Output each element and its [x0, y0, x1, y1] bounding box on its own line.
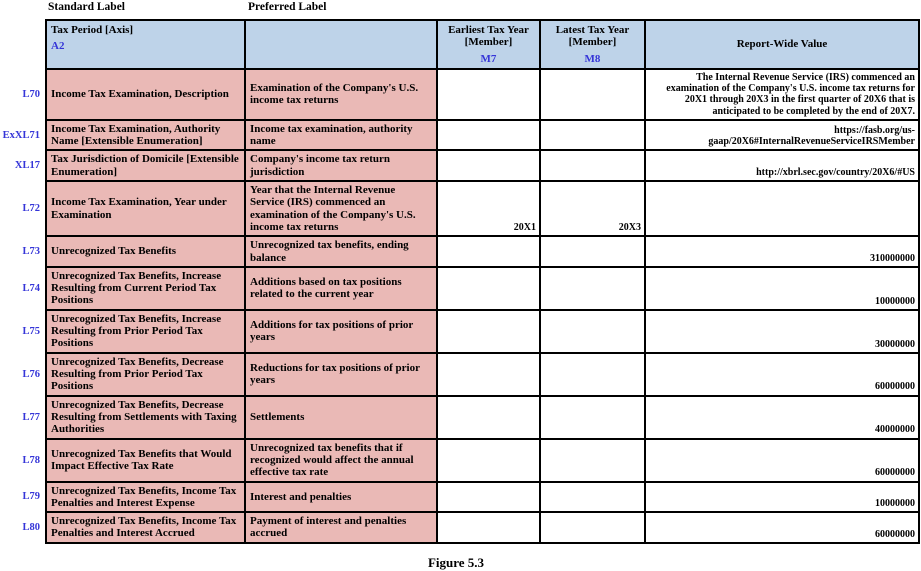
report-wide-value-cell: 40000000	[645, 396, 920, 439]
row-id: L76	[22, 368, 40, 380]
standard-label-cell: Unrecognized Tax Benefits that Would Impact Effective Tax Rate	[45, 439, 245, 482]
standard-label-cell: Unrecognized Tax Benefits	[45, 236, 245, 267]
earliest-tax-year-cell	[437, 396, 540, 439]
row-id: L70	[22, 88, 40, 100]
report-wide-value-cell: http://xbrl.sec.gov/country/20X6/#US	[645, 150, 920, 181]
latest-tax-year-cell	[540, 150, 645, 181]
standard-label-cell: Unrecognized Tax Benefits, Increase Resulting from Current Period Tax Positions	[45, 267, 245, 310]
standard-label-cell: Income Tax Examination, Description	[45, 69, 245, 120]
latest-tax-year-cell	[540, 353, 645, 396]
preferred-label-cell: Examination of the Company's U.S. income tax returns	[245, 69, 437, 120]
latest-tax-year-cell	[540, 69, 645, 120]
standard-label-cell: Unrecognized Tax Benefits, Decrease Resulting from Settlements with Taxing Authorities	[45, 396, 245, 439]
report-wide-value-cell: 10000000	[645, 482, 920, 513]
latest-tax-year-cell	[540, 482, 645, 513]
table-row	[0, 120, 920, 151]
axis-label: Tax Period [Axis]	[51, 24, 134, 36]
report-wide-value-cell: 310000000	[645, 236, 920, 267]
latest-tax-year-cell: 20X3	[540, 181, 645, 236]
row-id: L77	[22, 411, 40, 423]
earliest-tax-year-cell	[437, 310, 540, 353]
preferred-label-cell: Reductions for tax positions of prior years	[245, 353, 437, 396]
table-row	[0, 482, 920, 513]
row-id: L73	[22, 246, 40, 257]
report-wide-value-cell: 10000000	[645, 267, 920, 310]
preferred-label-cell: Additions based on tax positions related to the current year	[245, 267, 437, 310]
earliest-tax-year-header	[437, 19, 540, 69]
column-captions	[0, 0, 921, 19]
table-row	[0, 353, 920, 396]
report-wide-value-cell: https://fasb.org/us-gaap/20X6#InternalRevenueServiceIRSMember	[645, 120, 920, 151]
standard-label-cell: Unrecognized Tax Benefits, Income Tax Penalties and Interest Accrued	[45, 512, 245, 544]
report-wide-value-cell: The Internal Revenue Service (IRS) commenced an examination of the Company's U.S. income tax returns for 20X1 through 20X3 in the first quarter of 20X6 that is anticipated to be completed by the end of 20X7.	[645, 69, 920, 120]
latest-tax-year-label: Latest Tax Year [Member]	[555, 24, 630, 49]
row-id: ExXL71	[2, 129, 40, 141]
latest-tax-year-header	[540, 19, 645, 69]
table-row	[0, 439, 920, 482]
row-id: L80	[22, 522, 40, 534]
preferred-label-cell: Income tax examination, authority name	[245, 120, 437, 151]
preferred-label-cell: Interest and penalties	[245, 482, 437, 513]
preferred-label-cell: Unrecognized tax benefits, ending balance	[245, 236, 437, 267]
standard-label-cell: Income Tax Examination, Year under Examination	[45, 181, 245, 236]
row-id: L72	[22, 203, 40, 215]
preferred-header-cell	[245, 19, 437, 69]
preferred-label-cell: Year that the Internal Revenue Service (IRS) commenced an examination of the Company's U.S. income tax returns	[245, 181, 437, 236]
row-id: L74	[22, 282, 40, 294]
latest-tax-year-cell	[540, 236, 645, 267]
table-row	[0, 396, 920, 439]
table-row	[0, 267, 920, 310]
standard-label-cell: Income Tax Examination, Authority Name [Extensible Enumeration]	[45, 120, 245, 151]
figure-caption: Figure 5.3	[427, 554, 485, 570]
row-id: L75	[22, 325, 40, 337]
latest-tax-year-cell	[540, 267, 645, 310]
table-row	[0, 181, 920, 236]
earliest-tax-year-cell	[437, 482, 540, 513]
report-wide-value-cell: 30000000	[645, 310, 920, 353]
standard-label-caption: Standard Label	[48, 1, 126, 13]
standard-label-cell: Tax Jurisdiction of Domicile [Extensible Enumeration]	[45, 150, 245, 181]
earliest-tax-year-cell	[437, 150, 540, 181]
table-row	[0, 512, 920, 544]
row-id: XL17	[14, 160, 40, 172]
report-wide-value-cell: 60000000	[645, 512, 920, 544]
earliest-tax-year-cell	[437, 439, 540, 482]
table-row	[0, 310, 920, 353]
report-wide-value-cell: 60000000	[645, 439, 920, 482]
row-id: L78	[22, 454, 40, 466]
earliest-tax-year-code: M7	[480, 52, 497, 65]
table-body	[0, 69, 920, 544]
standard-label-cell: Unrecognized Tax Benefits, Increase Resulting from Prior Period Tax Positions	[45, 310, 245, 353]
earliest-tax-year-cell	[437, 353, 540, 396]
report-wide-value-cell	[645, 181, 920, 236]
latest-tax-year-cell	[540, 396, 645, 439]
earliest-tax-year-cell	[437, 69, 540, 120]
header-gutter	[0, 19, 45, 69]
axis-header-cell	[45, 19, 245, 69]
preferred-label-cell: Settlements	[245, 396, 437, 439]
latest-tax-year-cell	[540, 512, 645, 544]
standard-label-cell: Unrecognized Tax Benefits, Income Tax Penalties and Interest Expense	[45, 482, 245, 513]
latest-tax-year-code: M8	[584, 52, 601, 65]
earliest-tax-year-cell	[437, 267, 540, 310]
report-wide-value-cell: 60000000	[645, 353, 920, 396]
table-row	[0, 150, 920, 181]
axis-code: A2	[51, 40, 65, 53]
preferred-label-cell: Unrecognized tax benefits that if recognized would affect the annual effective tax rate	[245, 439, 437, 482]
tax-disclosure-table	[0, 19, 920, 544]
preferred-label-caption: Preferred Label	[248, 1, 327, 13]
earliest-tax-year-cell	[437, 512, 540, 544]
earliest-tax-year-cell: 20X1	[437, 181, 540, 236]
earliest-tax-year-label: Earliest Tax Year [Member]	[448, 24, 529, 49]
earliest-tax-year-cell	[437, 120, 540, 151]
preferred-label-cell: Company's income tax return jurisdiction	[245, 150, 437, 181]
table-row	[0, 236, 920, 267]
latest-tax-year-cell	[540, 310, 645, 353]
latest-tax-year-cell	[540, 439, 645, 482]
preferred-label-cell: Payment of interest and penalties accrued	[245, 512, 437, 544]
earliest-tax-year-cell	[437, 236, 540, 267]
header-row	[0, 19, 920, 69]
row-id: L79	[22, 491, 40, 503]
latest-tax-year-cell	[540, 120, 645, 151]
standard-label-cell: Unrecognized Tax Benefits, Decrease Resulting from Prior Period Tax Positions	[45, 353, 245, 396]
table-row	[0, 69, 920, 120]
preferred-label-cell: Additions for tax positions of prior years	[245, 310, 437, 353]
report-wide-value-header	[645, 19, 920, 69]
report-wide-value-label: Report-Wide Value	[736, 38, 828, 51]
